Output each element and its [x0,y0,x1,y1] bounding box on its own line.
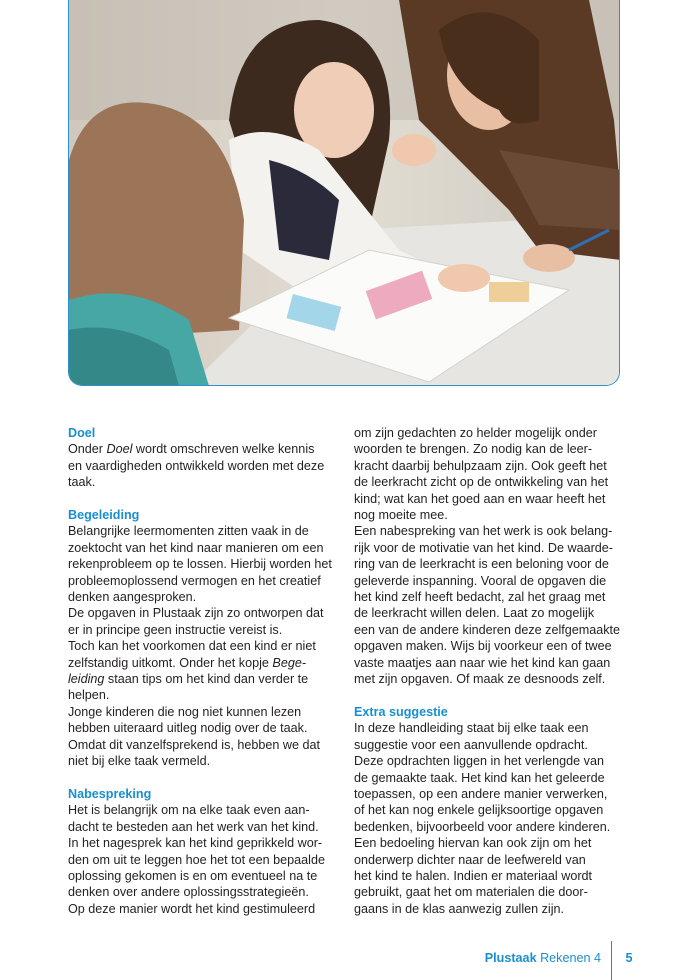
text-line: nog moeite mee. [354,508,448,523]
text-line: opgaven maken. Wijs bij voorkeur een of twee [354,639,612,654]
text-line: niet bij elke taak vermeld. [68,754,211,769]
text-line: leiding staan tips om het kind dan verder te [68,672,309,687]
text-line: In het nagesprek kan het kind geprikkeld wor- [68,836,323,851]
text-line: toepassen, op een andere manier verwerken, [354,786,608,801]
left-column [68,425,340,917]
text-line: bedenken, bijvoorbeeld voor andere kinderen. [354,819,611,834]
text-line: Een nabespreking van het werk is ook belang- [354,524,613,539]
text-line: kracht daarbij behulpzaam zijn. Ook geeft het [354,458,607,473]
text-line: In deze handleiding staat bij elke taak een [354,721,589,736]
paragraph-doel-2: en vaardigheden ontwikkeld worden met deze [68,458,325,473]
text-line: het kind zelf heeft bedacht, zal het graag met [354,590,606,605]
heading-nabespreking: Nabespreking [68,786,152,801]
text-line: of het kan nog enkele gelijksoortige opgaven [354,803,604,818]
text-line: ring van de leerkracht is een beloning voor de [354,557,609,572]
heading-doel: Doel [68,426,96,440]
text-line: kind; wat kan het goed aan en waar heeft het [354,491,606,506]
text-line: Omdat dit vanzelfsprekend is, hebben we dat [68,737,321,752]
text-line: om zijn gedachten zo helder mogelijk onder [354,426,597,440]
page-number: 5 [625,951,633,965]
footer-brand [485,950,601,966]
text-line: zoektocht van het kind naar manieren om een [68,540,324,555]
text-line: denken aangesproken. [68,590,197,605]
text-line: geleverde inspanning. Vooral de opgaven die [354,573,607,588]
classroom-illustration [69,0,620,386]
text-line: Deze opdrachten liggen in het verlengde van [354,754,604,769]
text-line: gebruikt, gaat het om materialen die door- [354,885,588,900]
text-line: rijk voor de motivatie van het kind. De waarde- [354,540,613,555]
text-line: denken over andere oplossingsstrategieën. [68,885,309,900]
footer-series: Rekenen 4 [540,951,601,965]
text-line: Toch kan het voorkomen dat een kind er niet [68,639,316,654]
text-line: woorden te brengen. Zo nodig kan de leer- [354,442,593,457]
text-line: de leerkracht willen delen. Laat zo mogelijk [354,606,595,621]
text-line: dacht te besteden aan het werk van het kind. [68,819,319,834]
text-line: Jonge kinderen die nog niet kunnen lezen [68,704,302,719]
text-line: den om uit te leggen hoe het tot een bepaalde [68,852,325,867]
text-line: suggestie voor een aanvullende opdracht. [354,737,588,752]
text-line: gaans in de klas aanwezig zullen zijn. [354,901,565,916]
text-line: De opgaven in Plustaak zijn zo ontworpen dat [68,606,324,621]
text-line: zelfstandig uitkomt. Onder het kopje Bege- [68,655,307,670]
text-line: onderwerp dichter naar de leefwereld van [354,852,586,867]
text-line: Belangrijke leermomenten zitten vaak in de [68,524,309,539]
paragraph-doel-3: taak. [68,475,96,490]
paragraph-doel-1: Onder Doel wordt omschreven welke kennis [68,442,315,457]
text-line: vaste maatjes aan naar wie het kind kan gaan [354,655,611,670]
text-line: oplossing gekomen is en om eventueel na te [68,868,318,883]
text-line: Op deze manier wordt het kind gestimuleerd [68,901,316,916]
text-line: hebben uiteraard uitleg nodig over de taak. [68,721,308,736]
text-line: Een bedoeling hiervan kan ook zijn om het [354,836,592,851]
text-line: er in principe geen instructie vereist is. [68,622,283,637]
classroom-photo [68,0,620,386]
text-line: met zijn opgaven. Of maak ze desnoods zelf. [354,672,606,687]
text-line: de gemaakte taak. Het kind kan het geleerde [354,770,605,785]
text-line: helpen. [68,688,110,703]
text-line: rekenprobleem op te lossen. Hierbij worden het [68,557,332,572]
text-line: het kind te halen. Indien er materiaal wordt [354,868,593,883]
right-column [354,425,626,917]
heading-extra-suggestie: Extra suggestie [354,704,448,719]
text-line: probleemoplossend vermogen en het creatief [68,573,321,588]
text-line: Het is belangrijk om na elke taak even aan- [68,803,310,818]
text-line: de leerkracht zicht op de ontwikkeling van het [354,475,609,490]
footer-brand-name: Plustaak [484,951,537,965]
text-line: een van de andere kinderen deze zelfgemaakte [354,622,621,637]
heading-begeleiding: Begeleiding [68,508,140,523]
